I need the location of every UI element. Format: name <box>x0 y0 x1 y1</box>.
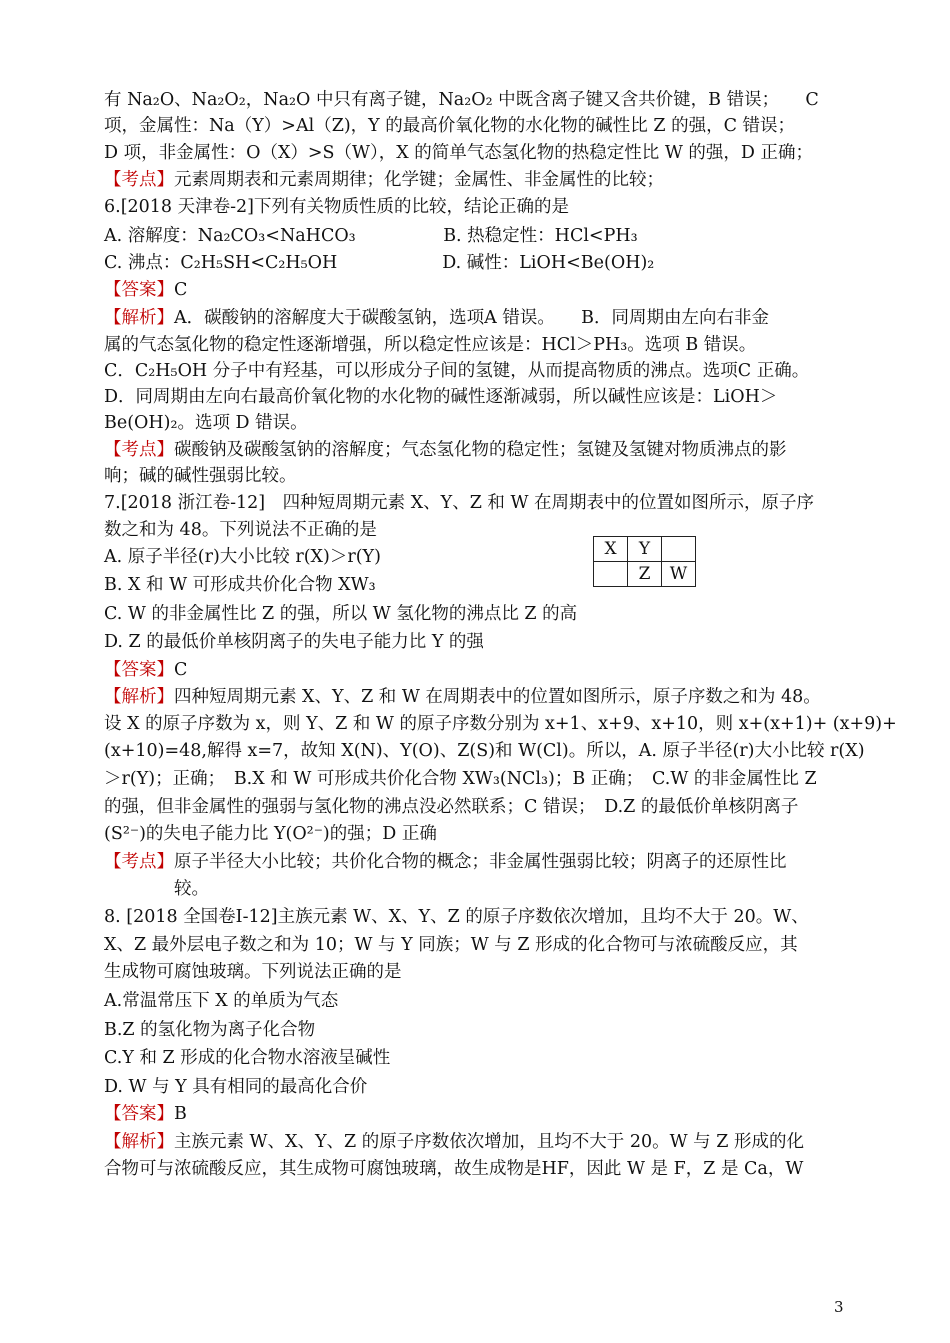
text-line: (S²⁻)的失电子能力比 Y(O²⁻)的强；D 正确 <box>104 824 437 844</box>
text-line: 【考点】碳酸钠及碳酸氢钠的溶解度；气态氢化物的稳定性；氢键及氢键对物质沸点的影 <box>104 440 787 460</box>
page-number: 3 <box>834 1298 844 1316</box>
table-row <box>594 537 696 562</box>
text-line: 【解析】主族元素 W、X、Y、Z 的原子序数依次增加，且均不大于 20。W 与 Z 形成的化 <box>104 1132 804 1152</box>
text-line: 合物可与浓硫酸反应，其生成物可腐蚀玻璃，故生成物是HF，因此 W 是 F，Z 是 Ca，W <box>104 1159 804 1179</box>
text-line: 生成物可腐蚀玻璃。下列说法正确的是 <box>104 962 402 982</box>
periodic-position-table <box>593 536 696 587</box>
text-line: 6.[2018 天津卷-2]下列有关物质性质的比较，结论正确的是 <box>104 197 569 217</box>
text-line: 【解析】四种短周期元素 X、Y、Z 和 W 在周期表中的位置如图所示，原子序数之和为 48。 <box>104 687 821 707</box>
text-line: 响；碱的碱性强弱比较。 <box>104 466 297 486</box>
text-line: X、Z 最外层电子数之和为 10；W 与 Y 同族；W 与 Z 形成的化合物可与浓硫酸反应，其 <box>104 935 798 955</box>
text-line: Be(OH)₂。选项 D 错误。 <box>104 413 308 433</box>
text-line: 有 Na₂O、Na₂O₂，Na₂O 中只有离子键，Na₂O₂ 中既含离子键又含共价键，B 错误； C <box>104 90 819 110</box>
text-line: 【解析】A．碳酸钠的溶解度大于碳酸氢钠，选项A 错误。 B．同周期由左向右非金 <box>104 308 769 328</box>
table-cell <box>662 537 696 562</box>
text-line: 【答案】C <box>104 280 188 300</box>
table-cell: Y <box>628 537 662 562</box>
text-line: 的强，但非金属性的强弱与氢化物的沸点没必然联系；C 错误； D.Z 的最低价单核阴离子 <box>104 797 799 817</box>
text-line: C.Y 和 Z 形成的化合物水溶液呈碱性 <box>104 1048 391 1068</box>
text-line: C. W 的非金属性比 Z 的强，所以 W 氢化物的沸点比 Z 的高 <box>104 604 578 624</box>
text-line: B. X 和 W 可形成共价化合物 XW₃ <box>104 575 376 595</box>
text-line: C. 沸点：C₂H₅SH<C₂H₅OH D. 碱性：LiOH<Be(OH)₂ <box>104 253 655 273</box>
text-line: D. W 与 Y 具有相同的最高化合价 <box>104 1077 368 1097</box>
table-cell <box>594 562 628 587</box>
text-line: 8. [2018 全国卷Ⅰ-12]主族元素 W、X、Y、Z 的原子序数依次增加，且均不大于 20。W、 <box>104 907 809 927</box>
text-line: C．C₂H₅OH 分子中有羟基，可以形成分子间的氢键，从而提高物质的沸点。选项C 正确。 <box>104 361 810 381</box>
text-line: 属的气态氢化物的稳定性逐渐增强，所以稳定性应该是：HCl＞PH₃。选项 B 错误。 <box>104 335 757 355</box>
text-line: 【考点】原子半径大小比较；共价化合物的概念；非金属性强弱比较；阴离子的还原性比 <box>104 852 787 872</box>
text-line: 7.[2018 浙江卷-12] 四种短周期元素 X、Y、Z 和 W 在周期表中的位置如图所示，原子序 <box>104 493 815 513</box>
text-line: A.常温常压下 X 的单质为气态 <box>104 991 339 1011</box>
text-line: D．同周期由左向右最高价氧化物的水化物的碱性逐渐减弱，所以碱性应该是：LiOH＞ <box>104 387 778 407</box>
text-line: A. 原子半径(r)大小比较 r(X)＞r(Y) <box>104 547 381 567</box>
text-line: D 项，非金属性：O（X）>S（W），X 的简单气态氢化物的热稳定性比 W 的强，D 正确； <box>104 143 814 163</box>
table-cell: X <box>594 537 628 562</box>
text-line: 【答案】C <box>104 660 188 680</box>
text-line: (x+10)=48,解得 x=7，故知 X(N)、Y(O)、Z(S)和 W(Cl)。所以，A. 原子半径(r)大小比较 r(X) <box>104 741 865 761</box>
text-line: ＞r(Y)；正确； B.X 和 W 可形成共价化合物 XW₃(NCl₃)；B 正确； C.W 的非金属性比 Z <box>104 769 817 789</box>
text-line: 设 X 的原子序数为 x，则 Y、Z 和 W 的原子序数分别为 x+1、x+9、x+10，则 x+(x+1)+ (x+9)+ <box>104 714 897 734</box>
text-line: 数之和为 48。下列说法不正确的是 <box>104 520 377 540</box>
text-line: 【答案】B <box>104 1104 187 1124</box>
table-row <box>594 562 696 587</box>
table-cell: W <box>662 562 696 587</box>
table-cell: Z <box>628 562 662 587</box>
text-line: 项，金属性：Na（Y）>Al（Z)，Y 的最高价氧化物的水化物的碱性比 Z 的强，C 错误； <box>104 116 796 136</box>
text-line: 较。 <box>104 879 209 899</box>
text-line: B.Z 的氢化物为离子化合物 <box>104 1020 316 1040</box>
text-line: A. 溶解度：Na₂CO₃<NaHCO₃ B. 热稳定性：HCl<PH₃ <box>104 226 638 246</box>
text-line: 【考点】元素周期表和元素周期律；化学键；金属性、非金属性的比较； <box>104 170 664 190</box>
text-line: D. Z 的最低价单核阴离子的失电子能力比 Y 的强 <box>104 632 484 652</box>
